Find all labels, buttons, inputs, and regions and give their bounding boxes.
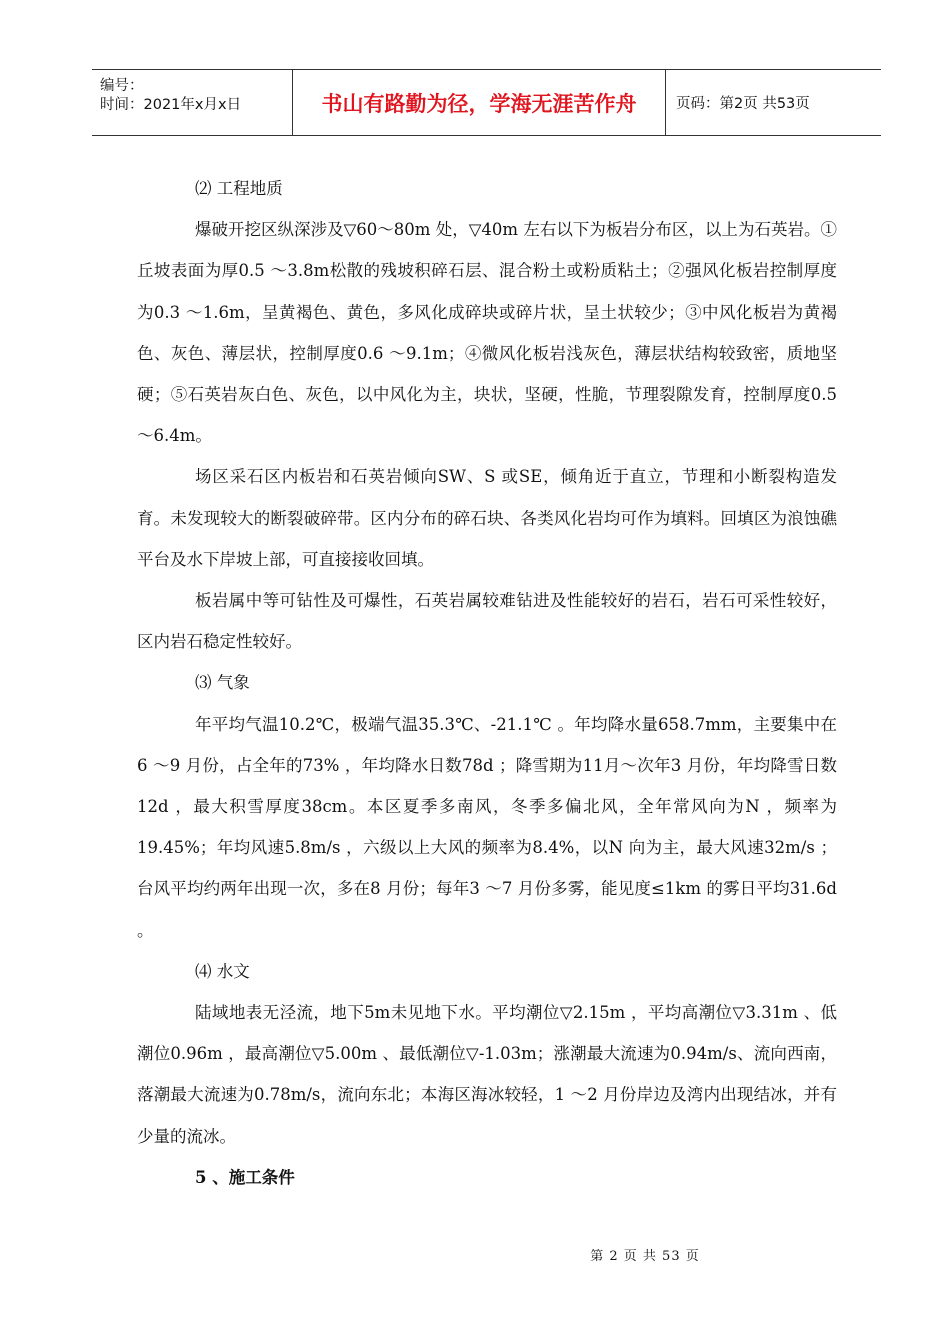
paragraph-weather: 年平均气温10.2℃，极端气温35.3℃、-21.1℃ 。年均降水量658.7mm，主要集中在6 ～9 月份，占全年的73% ，年均降水日数78d ；降雪期为11月～次年3 月份，年均降雪日数12d ，最大积雪厚度38cm。本区夏季多南风，冬季多偏北风，全年常风向为N ，频率为19.45%；年均风速5.8m/s ，六级以上大风的频率为8.4%，以N 向为主，最大风速32m/s ；台风平均约两年出现一次，多在8 月份；每年3 ～7 月份多雾，能见度≤1km 的雾日平均31.6d 。 — [137, 714, 837, 940]
number-label: 编号： — [100, 78, 144, 94]
footer-page-number: 第 2 页 共 53 页 — [590, 1249, 700, 1264]
paragraph-geology-2: 场区采石区内板岩和石英岩倾向SW、S 或SE，倾角近于直立，节理和小断裂构造发育。未发现较大的断裂破碎带。区内分布的碎石块、各类风化岩均可作为填料。回填区为浪蚀礁平台及水下岸坡上部，可直接接收回填。 — [137, 467, 837, 569]
section-heading-construction: 5 、施工条件 — [195, 1167, 295, 1187]
paragraph-geology-1: 爆破开挖区纵深涉及▽60～80m 处，▽40m 左右以下为板岩分布区，以上为石英岩。①丘坡表面为厚0.5 ～3.8m松散的残坡积碎石层、混合粉土或粉质粘土；②强风化板岩控制厚度为0.3 ～1.6m，呈黄褐色、黄色，多风化成碎块或碎片状，呈土状较少；③中风化板岩为黄褐色、灰色、薄层状，控制厚度0.6 ～9.1m；④微风化板岩浅灰色，薄层状结构较致密，质地坚硬；⑤石英岩灰白色、灰色，以中风化为主，块状，坚硬，性脆，节理裂隙发育，控制厚度0.5 ～6.4m。 — [137, 220, 837, 446]
header-motto: 书山有路勤为径，学海无涯苦作舟 — [293, 70, 666, 135]
section-heading-geology: ⑵ 工程地质 — [195, 179, 283, 198]
document-body — [137, 168, 837, 1198]
header-meta-cell — [92, 70, 293, 135]
section-heading-weather: ⑶ 气象 — [195, 673, 250, 693]
page-header — [92, 69, 881, 136]
header-page-info: 页码：第2页 共53页 — [676, 96, 810, 112]
section-heading-hydrology: ⑷ 水文 — [195, 961, 250, 981]
paragraph-geology-3: 板岩属中等可钻性及可爆性，石英岩属较难钻进及性能较好的岩石，岩石可采性较好，区内岩石稳定性较好。 — [137, 591, 837, 652]
time-label: 时间：2021年x月x日 — [100, 97, 242, 113]
page-footer — [0, 1245, 950, 1264]
paragraph-hydrology: 陆域地表无泾流，地下5m未见地下水。平均潮位▽2.15m ，平均高潮位▽3.31m 、低潮位0.96m ，最高潮位▽5.00m 、最低潮位▽-1.03m；涨潮最大流速为0.94m/s、流向西南，落潮最大流速为0.78m/s，流向东北；本海区海冰较轻，1 ～2 月份岸边及湾内出现结冰，并有少量的流冰。 — [137, 1003, 837, 1146]
